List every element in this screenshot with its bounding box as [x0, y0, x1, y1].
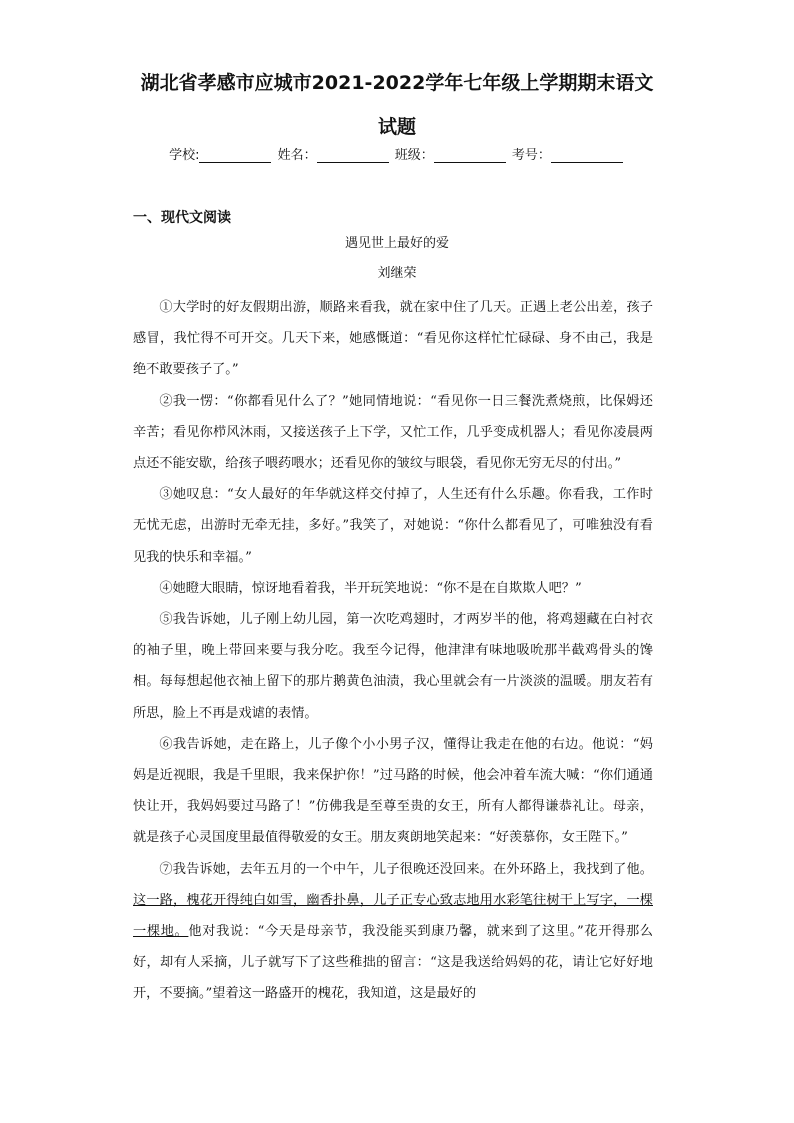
article-author: 刘继荣 — [377, 266, 417, 281]
class-label: 班级： — [394, 148, 434, 163]
underlined-sentence: 这一路，槐花开得纯白如雪，幽香扑鼻，儿子正专心致志地用水彩笔往树干上写字，一棵一棵地。 — [133, 892, 653, 940]
paragraph-7-intro: ⑦我告诉她，去年五月的一个中午，儿子很晚还没回来。在外环路上，我找到了他。 — [159, 861, 653, 877]
school-blank[interactable] — [199, 150, 271, 163]
paragraph-1: ①大学时的好友假期出游，顺路来看我，就在家中住了几天。正遇上老公出差，孩子感冒，我忙得不可开交。几天下来，她感慨道：“看见你这样忙忙碌碌、身不由己，我是绝不敢要孩子了。” — [133, 300, 653, 378]
name-blank[interactable] — [317, 150, 389, 163]
exam-number-label: 考号： — [511, 148, 551, 163]
paragraph-2: ②我一愣：“你都看见什么了？”她同情地说：“看见你一日三餐洗煮烧煎，比保姆还辛苦；看见你栉风沐雨，又接送孩子上下学，又忙工作，几乎变成机器人；看见你凌晨两点还不能安歇，给孩子喂药喂水；还看见你的皱纹与眼袋，看见你无穷无尽的付出。” — [133, 393, 653, 472]
class-blank[interactable] — [434, 150, 506, 163]
paragraph-7 — [133, 854, 653, 1010]
exam-number-blank[interactable] — [551, 150, 623, 163]
paragraph-7-rest: 他对我说：“今天是母亲节，我没能买到康乃馨，就来到了这里。”花开得那么好，却有人采摘，儿子就写下了这些稚拙的留言：“这是我送给妈妈的花，请让它好好地开，不要摘。”望着这一路盛开的槐花，我知道，这是最好的 — [133, 924, 653, 1002]
paragraph-3: ③她叹息：“女人最好的年华就这样交付掉了，人生还有什么乐趣。你看我，工作时无忧无虑，出游时无牵无挂，多好。”我笑了，对她说：“你什么都看见了，可唯独没有看见我的快乐和幸福。” — [133, 487, 653, 565]
paragraph-4: ④她瞪大眼睛，惊讶地看着我，半开玩笑地说：“你不是在自欺欺人吧？” — [159, 580, 582, 596]
exam-title-line2: 试题 — [377, 116, 416, 138]
article-body — [133, 292, 653, 1010]
exam-title-line1: 湖北省孝感市应城市2021-2022学年七年级上学期期末语文 — [140, 72, 654, 94]
section-heading: 一、现代文阅读 — [133, 210, 231, 226]
article-title: 遇见世上最好的爱 — [344, 236, 449, 251]
school-label: 学校: — [169, 148, 200, 163]
name-label: 姓名： — [277, 148, 317, 163]
paragraph-6: ⑥我告诉她，走在路上，儿子像个小小男子汉，懂得让我走在他的右边。他说：“妈妈是近视眼，我是千里眼，我来保护你！”过马路的时候，他会冲着车流大喊：“你们通通快让开，我妈妈要过马路了！”仿佛我是至尊至贵的女王，所有人都得谦恭礼让。母亲，就是孩子心灵国度里最值得敬爱的女王。朋友爽朗地笑起来：“好羡慕你，女王陛下。” — [133, 736, 653, 846]
student-info-line — [0, 144, 794, 163]
paragraph-5: ⑤我告诉她，儿子刚上幼儿园，第一次吃鸡翅时，才两岁半的他，将鸡翅藏在白衬衣的袖子里，晚上带回来要与我分吃。我至今记得，他津津有味地吸吮那半截鸡骨头的馋相。每每想起他衣袖上留下的那片鹅黄色油渍，我心里就会有一片淡淡的温暖。朋友若有所思，脸上不再是戏谑的表情。 — [133, 612, 653, 721]
